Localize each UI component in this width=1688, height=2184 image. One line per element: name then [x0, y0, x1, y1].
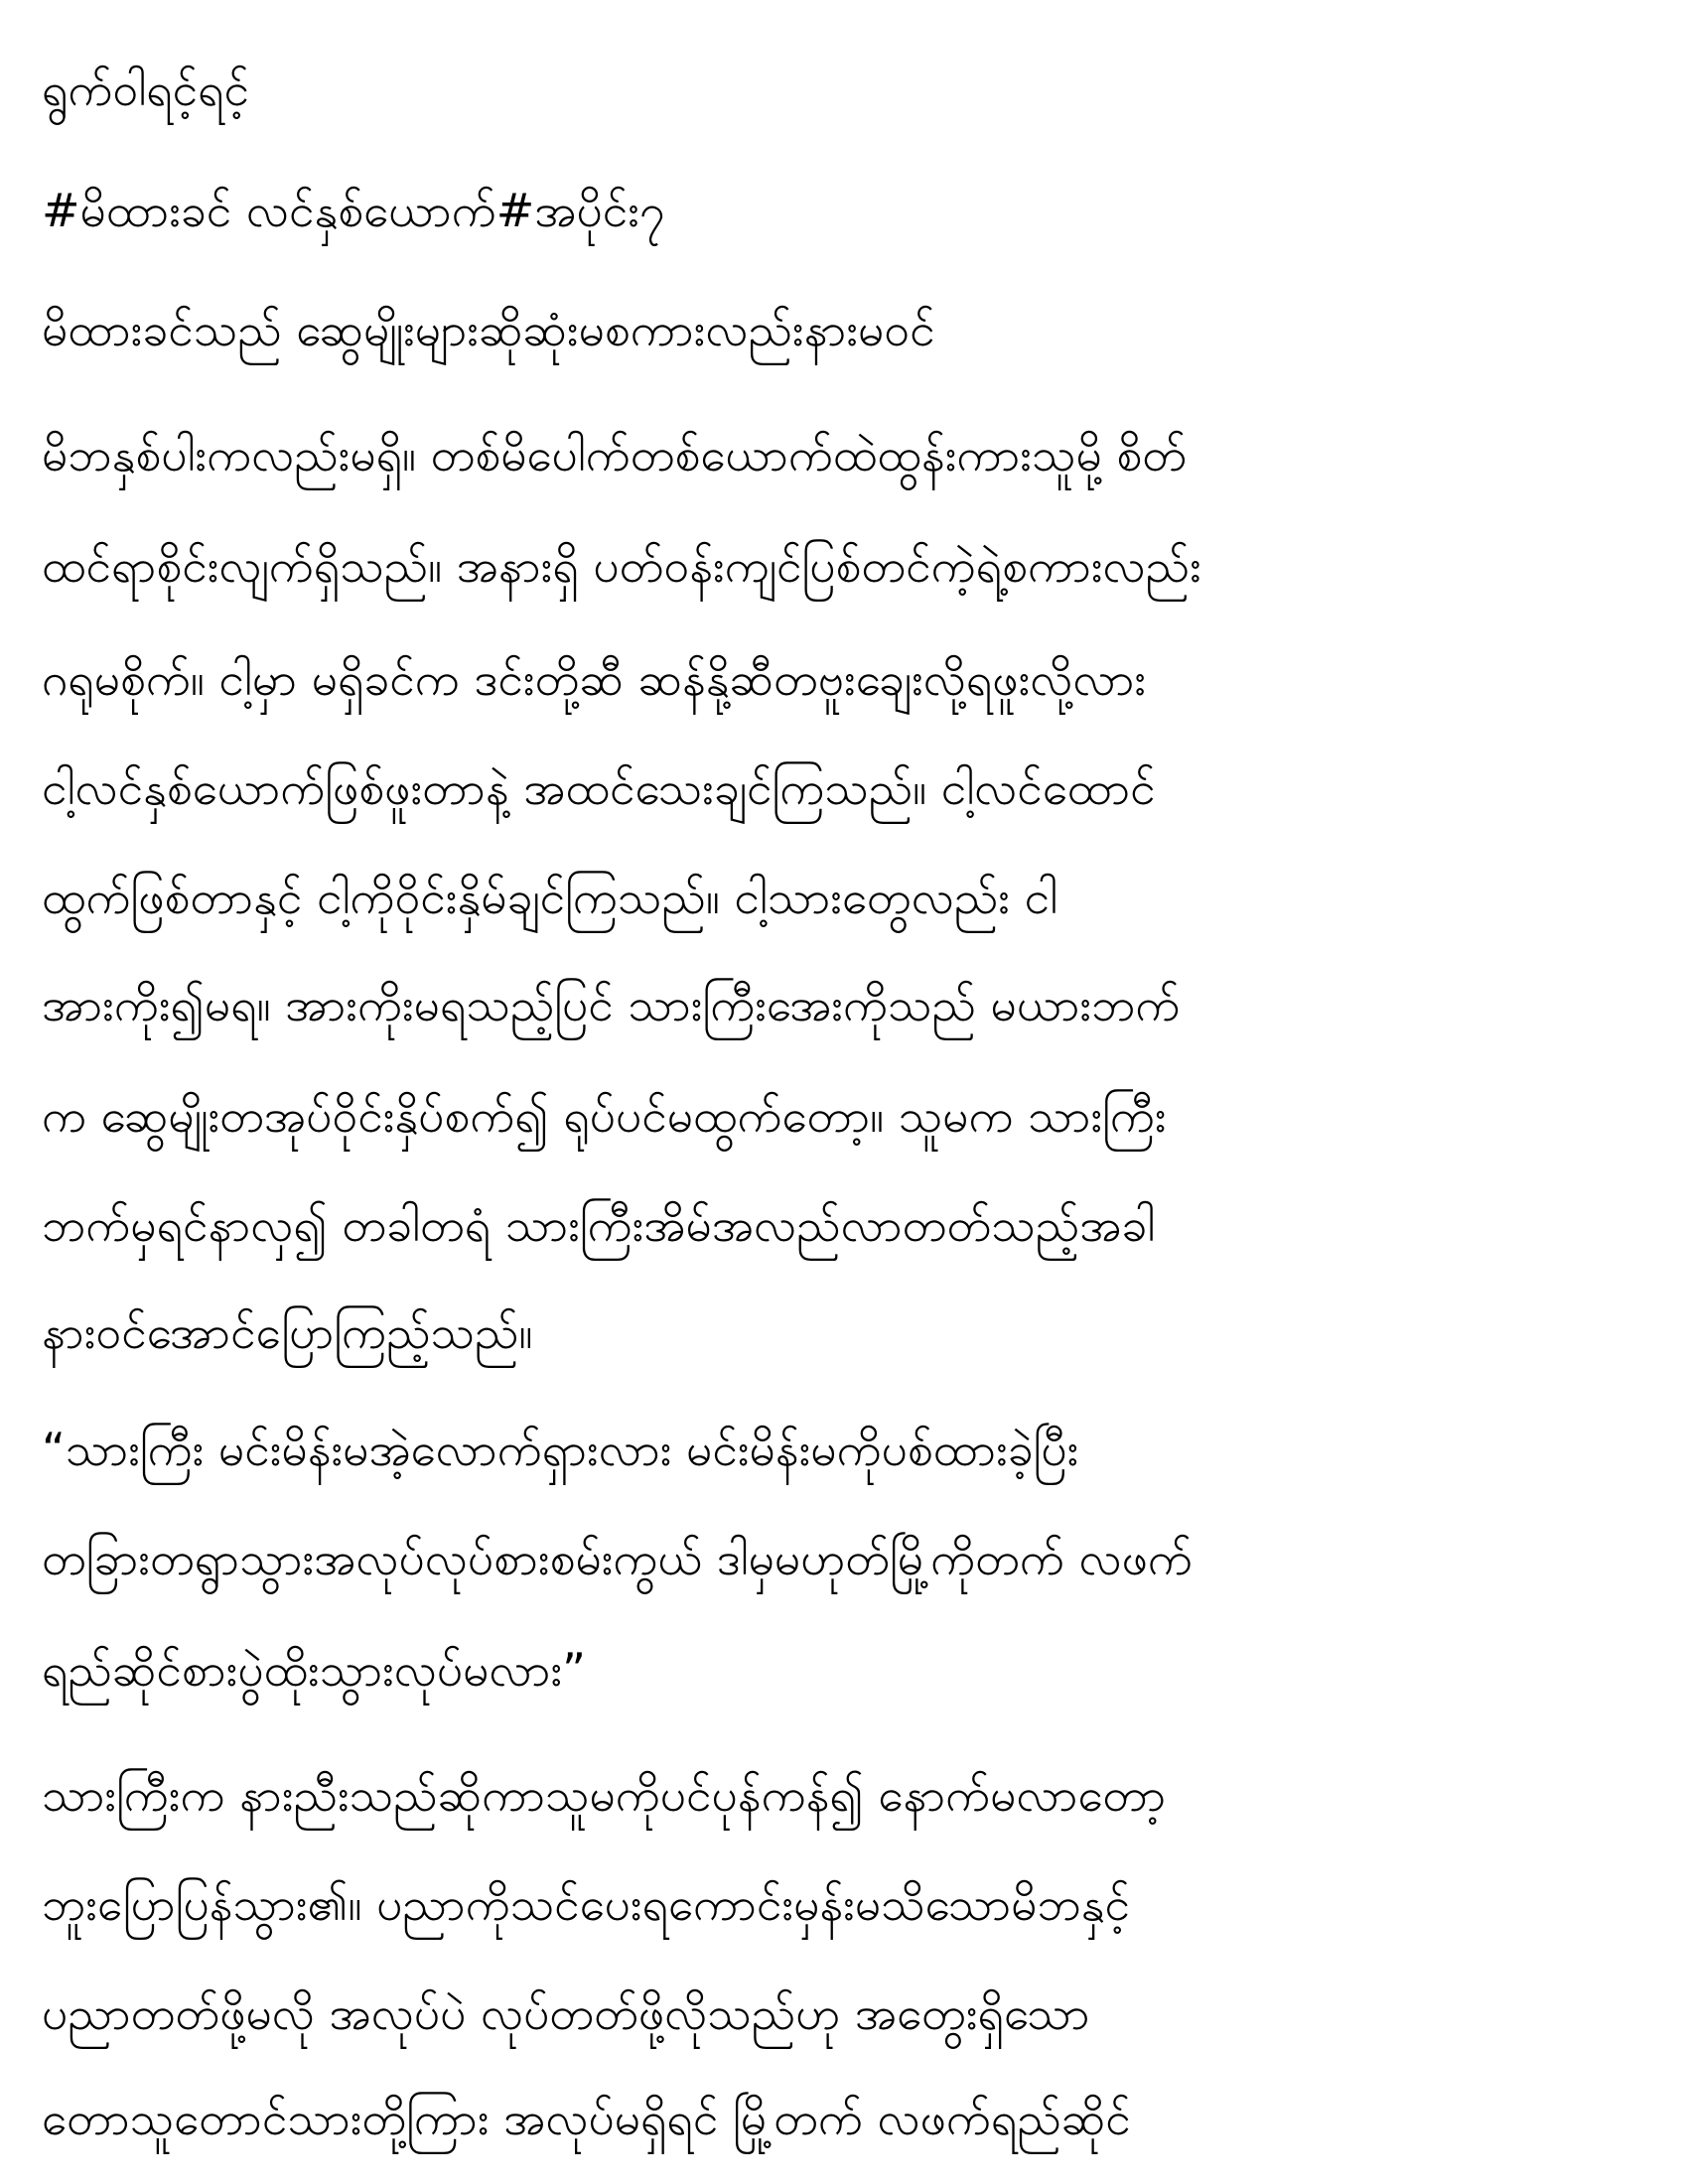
text-line: က ဆွေမျိုးတအုပ်ဝိုင်းနှိပ်စက်၍ ရုပ်ပင်မထွက်တော့။ သူမက သားကြီး — [42, 1089, 1167, 1143]
text-line: ဂရုမစိုက်။ ငါ့မှာ မရှိခင်က ဒင်းတို့ဆီ ဆန်နို့ဆီတဗူးချေးလို့ရဖူးလို့လား — [42, 652, 1147, 706]
text-line: နားဝင်အောင်ပြောကြည့်သည်။ — [42, 1305, 533, 1359]
text-line: မိဘနှစ်ပါးကလည်းမရှိ။ တစ်မိပေါက်တစ်ယောက်ထဲထွန်းကားသူမို့ စိတ် — [42, 428, 1188, 481]
header-line: ရွက်ဝါရင့်ရင့် — [42, 63, 250, 116]
text-line: ငါ့လင်နှစ်ယောက်ဖြစ်ဖူးတာနဲ့ အထင်သေးချင်ကြသည်။ ငါ့လင်ထောင် — [42, 761, 1156, 815]
text-line: ပညာတတ်ဖို့မလို အလုပ်ပဲ လုပ်တတ်ဖို့လိုသည်ဟု အတွေးရှိသော — [42, 1986, 1090, 2040]
text-line: တောသူတောင်သားတို့ကြား အလုပ်မရှိရင် မြို့တက် လဖက်ရည်ဆိုင် — [42, 2092, 1131, 2145]
text-line: တခြားတရွာသွားအလုပ်လုပ်စားစမ်းကွယ် ဒါမှမဟုတ်မြို့ကိုတက် လဖက် — [42, 1532, 1193, 1585]
text-line: “သားကြီး မင်းမိန်းမအဲ့လောက်ရှားလား မင်းမိန်းမကိုပစ်ထားခဲ့ပြီး — [42, 1423, 1079, 1476]
text-line: ဘူးပြောပြန်သွား၏။ ပညာကိုသင်ပေးရကောင်းမှန်းမသိသောမိဘနှင့် — [42, 1877, 1131, 1931]
text-line: မိထားခင်သည် ဆွေမျိုးများဆိုဆုံးမစကားလည်းနားမဝင် — [42, 303, 935, 356]
text-line: သားကြီးက နားညီးသည်ဆိုကာသူမကိုပင်ပုန်ကန်၍ နောက်မလာတော့ — [42, 1768, 1167, 1822]
chapter-title: #မိထားခင် လင်နှစ်ယောက်#အပိုင်း၇ — [42, 184, 665, 237]
text-line: ဘက်မှရင်နာလှ၍ တခါတရံ သားကြီးအိမ်အလည်လာတတ်သည့်အခါ — [42, 1198, 1156, 1252]
text-line: ရည်ဆိုင်စားပွဲထိုးသွားလုပ်မလား” — [42, 1643, 586, 1697]
text-line: ထင်ရာစိုင်းလျက်ရှိသည်။ အနားရှိ ပတ်ဝန်းကျင်ပြစ်တင်ကဲ့ရဲ့စကားလည်း — [42, 539, 1201, 593]
text-line: အားကိုး၍မရ။ အားကိုးမရသည့်ပြင် သားကြီးအေးကိုသည် မယားဘက် — [42, 978, 1181, 1031]
text-line: ထွက်ဖြစ်တာနှင့် ငါ့ကိုဝိုင်းနှိမ်ချင်ကြသည်။ ငါ့သားတွေလည်း ငါ — [42, 871, 1058, 924]
